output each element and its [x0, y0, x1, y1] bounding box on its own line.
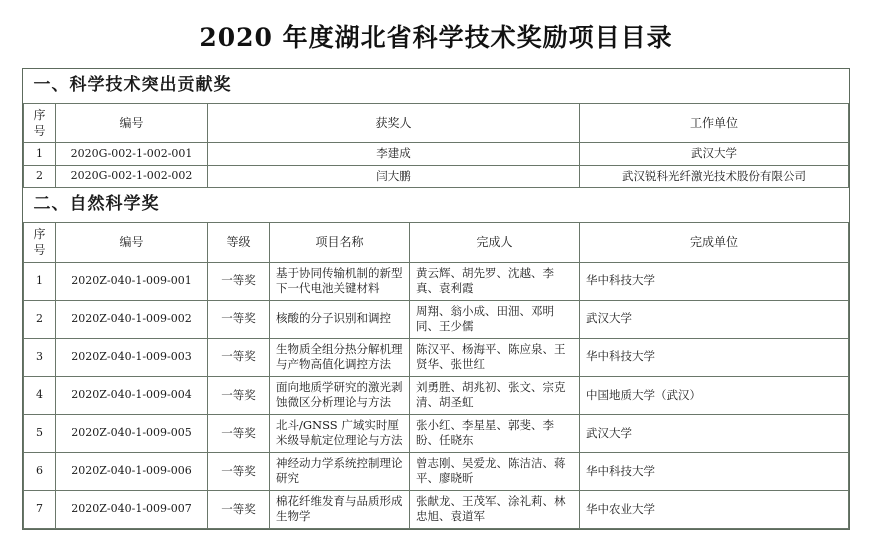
- cell-seq: 3: [24, 338, 56, 376]
- cell-code: 2020Z-040-1-009-004: [56, 376, 208, 414]
- section-heading-row: [24, 69, 849, 103]
- page-title: 2020 年度湖北省科学技术奖励项目目录: [199, 23, 673, 52]
- table-header-row-natural-science: [24, 223, 849, 262]
- cell-contributors: 张小红、李星星、郭斐、李盼、任晓东: [410, 414, 580, 452]
- table-row: [24, 165, 849, 188]
- cell-seq: 2: [24, 165, 56, 188]
- cell-grade: 一等奖: [208, 262, 270, 300]
- cell-code: 2020Z-040-1-009-007: [56, 490, 208, 528]
- table-row: [24, 414, 849, 452]
- cell-project-name: 棉花纤维发育与品质形成生物学: [270, 490, 410, 528]
- cell-completing-unit: 华中科技大学: [580, 452, 849, 490]
- cell-contributors: 刘勇胜、胡兆初、张文、宗克清、胡圣虹: [410, 376, 580, 414]
- table-row: [24, 300, 849, 338]
- section-heading-contribution: 一、科学技术突出贡献奖: [24, 69, 849, 103]
- table-header-row-contribution: [24, 103, 849, 142]
- cell-completing-unit: 华中科技大学: [580, 338, 849, 376]
- column-header-contributors: 完成人: [410, 223, 580, 262]
- cell-completing-unit: 武汉大学: [580, 414, 849, 452]
- cell-project-name: 核酸的分子识别和调控: [270, 300, 410, 338]
- table-row: [24, 262, 849, 300]
- cell-contributors: 张献龙、王茂军、涂礼莉、林忠旭、袁道军: [410, 490, 580, 528]
- table-row: [24, 376, 849, 414]
- table-row: [24, 452, 849, 490]
- column-header-seq: 序号: [24, 223, 56, 262]
- cell-completing-unit: 华中农业大学: [580, 490, 849, 528]
- cell-completing-unit: 华中科技大学: [580, 262, 849, 300]
- column-header-work-unit: 工作单位: [580, 103, 849, 142]
- cell-completing-unit: 中国地质大学（武汉）: [580, 376, 849, 414]
- table-row: [24, 490, 849, 528]
- cell-completing-unit: 武汉大学: [580, 300, 849, 338]
- cell-code: 2020G-002-1-002-002: [56, 165, 208, 188]
- cell-grade: 一等奖: [208, 414, 270, 452]
- column-header-code: 编号: [56, 103, 208, 142]
- column-header-seq: 序号: [24, 103, 56, 142]
- cell-code: 2020Z-040-1-009-002: [56, 300, 208, 338]
- column-header-grade: 等级: [208, 223, 270, 262]
- cell-contributors: 周翔、翁小成、田沺、邓明同、王少儒: [410, 300, 580, 338]
- awards-table-container: [22, 68, 850, 530]
- cell-contributors: 陈汉平、杨海平、陈应泉、王贤华、张世红: [410, 338, 580, 376]
- column-header-awardee: 获奖人: [208, 103, 580, 142]
- column-header-completing-unit: 完成单位: [580, 223, 849, 262]
- cell-project-name: 基于协同传输机制的新型下一代电池关键材料: [270, 262, 410, 300]
- cell-project-name: 生物质全组分热分解机理与产物高值化调控方法: [270, 338, 410, 376]
- cell-project-name: 面向地质学研究的激光剥蚀微区分析理论与方法: [270, 376, 410, 414]
- cell-work-unit: 武汉大学: [580, 143, 849, 166]
- cell-contributors: 曾志刚、吴爱龙、陈洁洁、蒋平、廖晓昕: [410, 452, 580, 490]
- cell-grade: 一等奖: [208, 490, 270, 528]
- cell-code: 2020Z-040-1-009-005: [56, 414, 208, 452]
- table-row: [24, 338, 849, 376]
- awards-table: [23, 69, 849, 529]
- cell-seq: 4: [24, 376, 56, 414]
- section-heading-natural-science: 二、自然科学奖: [24, 188, 849, 223]
- cell-code: 2020Z-040-1-009-006: [56, 452, 208, 490]
- section-heading-row: [24, 188, 849, 223]
- cell-awardee: 李建成: [208, 143, 580, 166]
- cell-seq: 7: [24, 490, 56, 528]
- cell-code: 2020Z-040-1-009-001: [56, 262, 208, 300]
- cell-awardee: 闫大鹏: [208, 165, 580, 188]
- cell-contributors: 黄云辉、胡先罗、沈越、李真、袁利霞: [410, 262, 580, 300]
- cell-grade: 一等奖: [208, 376, 270, 414]
- column-header-code: 编号: [56, 223, 208, 262]
- cell-seq: 2: [24, 300, 56, 338]
- table-row: [24, 143, 849, 166]
- cell-code: 2020Z-040-1-009-003: [56, 338, 208, 376]
- cell-seq: 1: [24, 262, 56, 300]
- cell-grade: 一等奖: [208, 338, 270, 376]
- cell-seq: 1: [24, 143, 56, 166]
- cell-grade: 一等奖: [208, 452, 270, 490]
- cell-project-name: 北斗/GNSS 广域实时厘米级导航定位理论与方法: [270, 414, 410, 452]
- cell-seq: 5: [24, 414, 56, 452]
- cell-project-name: 神经动力学系统控制理论研究: [270, 452, 410, 490]
- cell-seq: 6: [24, 452, 56, 490]
- cell-grade: 一等奖: [208, 300, 270, 338]
- column-header-project-name: 项目名称: [270, 223, 410, 262]
- cell-work-unit: 武汉锐科光纤激光技术股份有限公司: [580, 165, 849, 188]
- cell-code: 2020G-002-1-002-001: [56, 143, 208, 166]
